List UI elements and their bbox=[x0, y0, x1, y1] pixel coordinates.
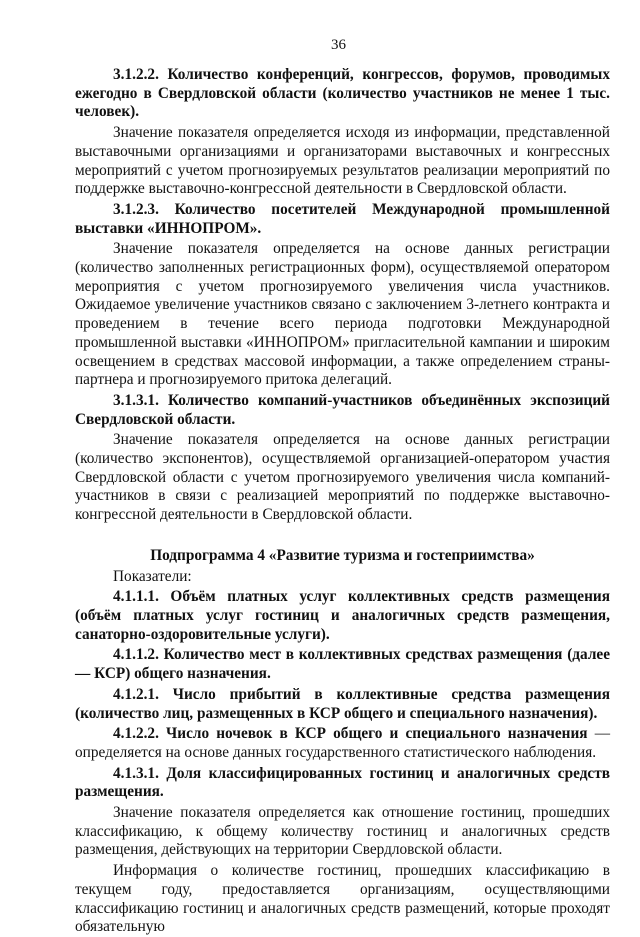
heading-3-1-3-1: 3.1.3.1. Количество компаний-участников объединённых экспозиций Свердловской области. bbox=[75, 391, 610, 428]
heading-3-1-2-3: 3.1.2.3. Количество посетителей Международной промышленной выставки «ИННОПРОМ». bbox=[75, 200, 610, 237]
paragraph-classification-info: Информация о количестве гостиниц, прошедших классификацию в текущем году, предоставляется организациям, осуществляющими классификацию гостиниц и аналогичных средств размещений, которые проходят обязательную bbox=[75, 862, 610, 936]
paragraph-4-1-2-2 bbox=[75, 725, 610, 762]
heading-4-1-1-2: 4.1.1.2. Количество мест в коллективных средствах размещения (далее — КСР) общего назначения. bbox=[75, 646, 610, 683]
page-number: 36 bbox=[331, 37, 346, 53]
paragraph-3-1-2-2-description: Значение показателя определяется исходя из информации, представленной выставочными организациями и организаторами выставочных и конгрессных мероприятий с учетом прогнозируемых результатов реализации мероприятий по поддержке выставочно-конгрессной деятельности в Свердловской области. bbox=[75, 124, 610, 198]
paragraph-3-1-3-1-description: Значение показателя определяется на основе данных регистрации (количество экспонентов), осуществляемой организацией-оператором участия Свердловской области с учетом прогнозируемого увеличения числа компаний-участников в связи с реализацией мероприятий по поддержке выставочно-конгрессной деятельности в Свердловской области. bbox=[75, 431, 610, 524]
heading-4-1-2-2: 4.1.2.2. Число ночевок в КСР общего и специального назначения bbox=[113, 725, 588, 743]
heading-3-1-2-2: 3.1.2.2. Количество конференций, конгрессов, форумов, проводимых ежегодно в Свердловской области (количество участников не менее 1 тыс. человек). bbox=[75, 66, 610, 121]
heading-4-1-1-1: 4.1.1.1. Объём платных услуг коллективных средств размещения (объём платных услуг гостиниц и аналогичных средств размещения, санаторно-оздоровительные услуги). bbox=[75, 588, 610, 643]
paragraph-4-1-2-2-description: — определяется на основе данных государственного статистического наблюдения. bbox=[75, 725, 610, 761]
paragraph-4-1-3-1-description: Значение показателя определяется как отношение гостиниц, прошедших классификацию, к общему количеству гостиниц и аналогичных средств размещения, действующих на территории Свердловской области. bbox=[75, 804, 610, 859]
paragraph-3-1-2-3-description: Значение показателя определяется на основе данных регистрации (количество заполненных регистрационных форм), осуществляемой оператором мероприятия с учетом прогнозируемого увеличения числа участников. Ожидаемое увеличение участников связано с заключением 3-летнего контракта и проведением в течение всего периода подготовки Международной промышленной выставки «ИННОПРОМ» пригласительной кампании и широким освещением в средствах массовой информации, а также определением страны-партнера и прогнозируемого притока делегаций. bbox=[75, 240, 610, 389]
subprogram-4-title: Подпрограмма 4 «Развитие туризма и гостеприимства» bbox=[150, 546, 535, 564]
heading-4-1-3-1: 4.1.3.1. Доля классифицированных гостиниц и аналогичных средств размещения. bbox=[75, 764, 610, 801]
document-page bbox=[75, 36, 610, 937]
heading-4-1-2-1: 4.1.2.1. Число прибытий в коллективные средства размещения (количество лиц, размещенных в КСР общего и специального назначения). bbox=[75, 685, 610, 722]
indicators-label: Показатели: bbox=[113, 567, 192, 585]
